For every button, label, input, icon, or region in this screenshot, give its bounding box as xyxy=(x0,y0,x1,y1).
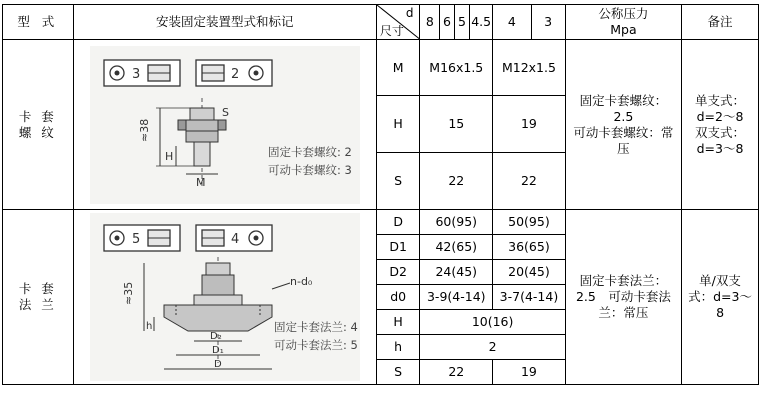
thread-dim-38: ≈38 xyxy=(137,118,151,142)
flange-label-h: h xyxy=(376,335,420,360)
header-size-5: 5 xyxy=(454,5,470,40)
flange-label-5: 5 xyxy=(131,232,140,247)
flange-caption-movable: 可动卡套法兰: 5 xyxy=(273,338,358,352)
flange-d0-b: 3-7(4-14) xyxy=(493,285,566,310)
thread-label-M: M xyxy=(376,40,420,96)
flange-remarks-line3: 8 xyxy=(716,305,725,320)
header-size-8: 8 xyxy=(420,5,440,40)
flange-pressure-line2: 2.5 可动卡套法 xyxy=(575,289,671,304)
header-size-4-5: 4.5 xyxy=(470,5,493,40)
flange-dim-h: h xyxy=(145,321,153,332)
flange-remarks-line1: 单/双支 xyxy=(699,273,741,288)
flange-dim-D: D xyxy=(213,359,222,370)
header-size-3: 3 xyxy=(531,5,565,40)
spec-table xyxy=(2,4,759,385)
thread-remarks-line4: d=3～8 xyxy=(696,140,744,156)
thread-label-H: H xyxy=(376,96,420,153)
header-remarks: 备注 xyxy=(682,5,759,40)
thread-ferrule-drawing xyxy=(90,46,360,204)
flange-D1-a: 42(65) xyxy=(420,235,493,260)
flange-dim-35: ≈35 xyxy=(121,281,135,305)
thread-M-a: M16x1.5 xyxy=(420,40,493,96)
flange-label-H: H xyxy=(376,310,420,335)
thread-H-a: 15 xyxy=(420,96,493,153)
flange-label-D1: D1 xyxy=(376,235,420,260)
flange-type xyxy=(3,210,74,385)
flange-H-value: 10(16) xyxy=(420,310,565,335)
flange-label-D: D xyxy=(376,210,420,235)
flange-pressure xyxy=(565,210,681,385)
header-d-label: d xyxy=(405,6,414,20)
thread-S-b: 22 xyxy=(493,153,566,210)
thread-dim-S: S xyxy=(221,105,229,119)
flange-S-b: 19 xyxy=(493,360,566,385)
header-pressure-line1: 公称压力 xyxy=(598,6,649,21)
thread-pressure-line3: 可动卡套螺纹：常 xyxy=(573,124,674,140)
flange-D2-b: 20(45) xyxy=(493,260,566,285)
flange-dim-D1: D₁ xyxy=(211,345,224,356)
thread-label-2: 2 xyxy=(230,66,239,82)
thread-figure-cell xyxy=(73,40,376,210)
header-size-6: 6 xyxy=(440,5,455,40)
flange-dim-D2: D₂ xyxy=(209,331,222,342)
flange-type-line1: 卡 套 xyxy=(18,281,57,296)
flange-D1-b: 36(65) xyxy=(493,235,566,260)
flange-label-D2: D2 xyxy=(376,260,420,285)
flange-h-value: 2 xyxy=(420,335,565,360)
header-pressure-line2: Mpa xyxy=(610,22,637,37)
thread-type-line1: 卡 套 xyxy=(18,108,57,124)
thread-remarks-line3: 双支式： xyxy=(695,124,746,140)
flange-row-D xyxy=(3,210,759,235)
thread-M-b: M12x1.5 xyxy=(493,40,566,96)
thread-type-line2: 螺 纹 xyxy=(18,124,57,140)
thread-dim-M: M xyxy=(195,175,206,189)
flange-remarks xyxy=(682,210,759,385)
thread-pressure-line2: 2.5 xyxy=(613,108,634,124)
flange-ferrule-drawing xyxy=(90,213,360,381)
header-install: 安装固定装置型式和标记 xyxy=(73,5,376,40)
flange-label-4: 4 xyxy=(230,232,239,247)
thread-remarks-line1: 单支式： xyxy=(695,92,746,108)
flange-caption-fixed: 固定卡套法兰: 4 xyxy=(273,320,358,334)
flange-pressure-line3: 兰：常压 xyxy=(598,305,649,320)
flange-type-line2: 法 兰 xyxy=(18,297,57,312)
flange-remarks-line2: 式：d=3～ xyxy=(688,289,752,304)
thread-row-M xyxy=(3,40,759,96)
thread-H-b: 19 xyxy=(493,96,566,153)
thread-caption-movable: 可动卡套螺纹: 3 xyxy=(267,162,352,177)
thread-pressure-line1: 固定卡套螺纹： xyxy=(579,92,668,108)
header-dimension-diagonal xyxy=(376,5,420,40)
flange-D2-a: 24(45) xyxy=(420,260,493,285)
thread-caption-fixed: 固定卡套螺纹: 2 xyxy=(267,144,352,159)
header-size-4: 4 xyxy=(493,5,531,40)
flange-figure-cell xyxy=(73,210,376,385)
header-type: 型 式 xyxy=(3,5,74,40)
flange-dim-nd0: n-d₀ xyxy=(289,275,313,288)
flange-label-d0: d0 xyxy=(376,285,420,310)
thread-pressure-line4: 压 xyxy=(617,140,630,156)
header-pressure xyxy=(565,5,681,40)
flange-d0-a: 3-9(4-14) xyxy=(420,285,493,310)
thread-label-S: S xyxy=(376,153,420,210)
header-size-label: 尺寸 xyxy=(379,24,404,38)
flange-label-S: S xyxy=(376,360,420,385)
header-row xyxy=(3,5,759,40)
thread-dim-H: H xyxy=(164,149,173,163)
thread-S-a: 22 xyxy=(420,153,493,210)
flange-pressure-line1: 固定卡套法兰： xyxy=(579,273,668,288)
flange-D-b: 50(95) xyxy=(493,210,566,235)
thread-type xyxy=(3,40,74,210)
thread-label-3: 3 xyxy=(131,66,140,82)
thread-pressure xyxy=(565,40,681,210)
spec-table-wrapper xyxy=(2,4,759,385)
thread-remarks xyxy=(682,40,759,210)
flange-S-a: 22 xyxy=(420,360,493,385)
thread-remarks-line2: d=2～8 xyxy=(696,108,744,124)
flange-D-a: 60(95) xyxy=(420,210,493,235)
